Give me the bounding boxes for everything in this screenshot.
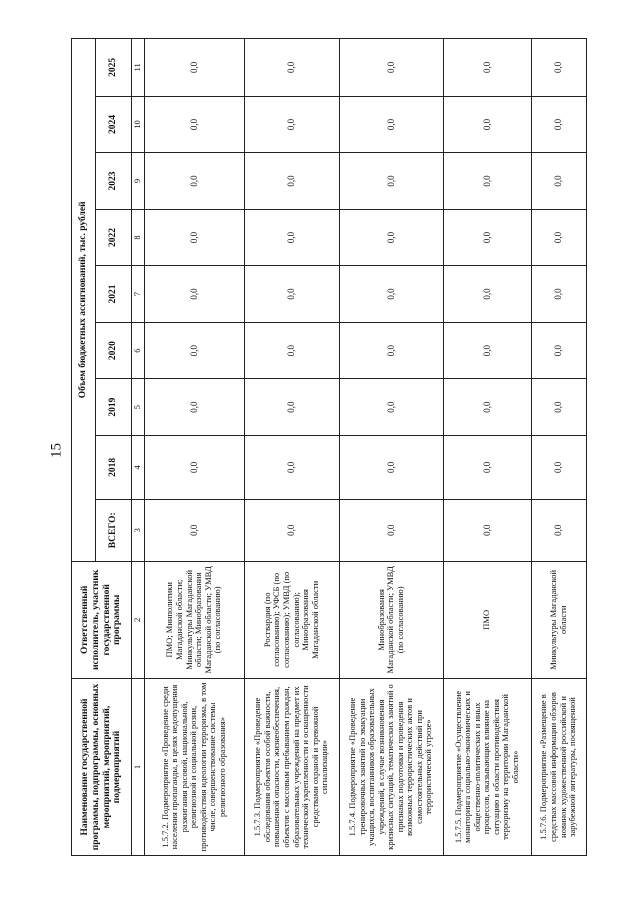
activity-name: 1.5.7.6. Подмероприятие «Размещение в средствах массовой информации обзоров новинок художественной российской и зарубежной литературы, посвященной (531, 678, 586, 855)
value-cell: 0,0 (339, 379, 443, 436)
budget-table (71, 38, 587, 856)
value-cell: 0,0 (339, 435, 443, 499)
column-number: 3 (132, 499, 145, 561)
value-cell: 0,0 (531, 266, 586, 323)
executor: ПМО; Минполитики Магаданской области; Минкультуры Магаданской области; Минобразования Магаданской области; УМВД (по согласованию) (144, 561, 244, 678)
header-year: 2021 (96, 266, 132, 323)
value-cell: 0,0 (144, 153, 244, 210)
table-row (244, 39, 339, 856)
value-cell: 0,0 (144, 209, 244, 266)
column-number: 7 (132, 266, 145, 323)
value-cell: 0,0 (244, 96, 339, 153)
activity-name: 1.5.7.5. Подмероприятие «Осуществление мониторинга социально-экономических и общественно-политических и иных процессов, оказывающих влияние на ситуацию в области противодействия терроризму на территории Магаданской области» (443, 678, 531, 855)
value-cell: 0,0 (244, 322, 339, 379)
value-cell: 0,0 (244, 266, 339, 323)
value-cell: 0,0 (244, 435, 339, 499)
table-row (531, 39, 586, 856)
activity-name: 1.5.7.4. Подмероприятие «Проведение тренировочных занятий по эвакуации учащихся, воспитанников образовательных учреждений, в случае возникновения кризисных ситуаций, тематических занятий о признаках подготовки и проведения возможных террористических актов и самостоятельных действий при террористической угрозе» (339, 678, 443, 855)
value-total: 0,0 (531, 499, 586, 561)
value-cell: 0,0 (531, 435, 586, 499)
header-year: 2018 (96, 435, 132, 499)
header-year: 2022 (96, 209, 132, 266)
value-total: 0,0 (339, 499, 443, 561)
executor: Минкультуры Магаданской области (531, 561, 586, 678)
value-cell: 0,0 (531, 379, 586, 436)
value-cell: 0,0 (443, 266, 531, 323)
column-number: 2 (132, 561, 145, 678)
value-cell: 0,0 (244, 39, 339, 97)
value-cell: 0,0 (443, 435, 531, 499)
column-number: 5 (132, 379, 145, 436)
value-cell: 0,0 (443, 153, 531, 210)
value-cell: 0,0 (144, 96, 244, 153)
header-year: 2023 (96, 153, 132, 210)
column-number: 9 (132, 153, 145, 210)
header-year: 2025 (96, 39, 132, 97)
page-number: 15 (48, 443, 65, 458)
column-number: 4 (132, 435, 145, 499)
table-row (144, 39, 244, 856)
column-number: 10 (132, 96, 145, 153)
executor: Минобразования Магаданской области; УМВД (по согласованию) (339, 561, 443, 678)
header-name: Наименование государственной программы, подпрограммы, основных мероприятий, мероприятий, подмероприятий (72, 678, 132, 855)
value-cell: 0,0 (244, 209, 339, 266)
header-year: 2020 (96, 322, 132, 379)
value-cell: 0,0 (443, 379, 531, 436)
value-cell: 0,0 (244, 153, 339, 210)
value-cell: 0,0 (144, 266, 244, 323)
value-cell: 0,0 (144, 39, 244, 97)
column-number: 1 (132, 678, 145, 855)
executor: Росгвардия (по согласованию); УФСБ (по согласованию); УМВД (по согласованию); Минобразования Магаданской области (244, 561, 339, 678)
value-cell: 0,0 (443, 96, 531, 153)
value-cell: 0,0 (531, 322, 586, 379)
header-budget: Объем бюджетных ассигнований, тыс. рублей (72, 39, 96, 562)
value-cell: 0,0 (443, 209, 531, 266)
header-total: ВСЕГО: (96, 499, 132, 561)
value-cell: 0,0 (339, 322, 443, 379)
value-cell: 0,0 (531, 209, 586, 266)
column-number: 8 (132, 209, 145, 266)
table-row (443, 39, 531, 856)
column-number: 11 (132, 39, 145, 97)
rotated-table-container (71, 38, 583, 856)
header-year: 2019 (96, 379, 132, 436)
value-cell: 0,0 (339, 96, 443, 153)
value-cell: 0,0 (339, 153, 443, 210)
table-row (339, 39, 443, 856)
executor: ПМО (443, 561, 531, 678)
activity-name: 1.5.7.3. Подмероприятие «Проведение обследования объектов особой важности, повышенной опасности, жизнеобеспечения, объектов с массовым пребыванием граждан, образовательных учреждений на предмет их технической укрепленности и оснащенности средствами охраной и тревожной сигнализации» (244, 678, 339, 855)
activity-name: 1.5.7.2. Подмероприятие «Проведение среди населения пропаганды, в целях недопущения разжигания расовой, национальной, религиозной и социальной розни, противодействия идеологии терроризма, в том числе, совершенствование системы религиозного образования» (144, 678, 244, 855)
value-cell: 0,0 (339, 266, 443, 323)
header-year: 2024 (96, 96, 132, 153)
value-cell: 0,0 (144, 322, 244, 379)
value-cell: 0,0 (339, 39, 443, 97)
value-cell: 0,0 (244, 379, 339, 436)
value-cell: 0,0 (531, 39, 586, 97)
value-cell: 0,0 (144, 379, 244, 436)
value-total: 0,0 (144, 499, 244, 561)
value-total: 0,0 (244, 499, 339, 561)
value-cell: 0,0 (339, 209, 443, 266)
value-cell: 0,0 (144, 435, 244, 499)
header-executor: Ответственный исполнитель, участник государственной программы (72, 561, 132, 678)
column-number: 6 (132, 322, 145, 379)
value-total: 0,0 (443, 499, 531, 561)
value-cell: 0,0 (531, 153, 586, 210)
value-cell: 0,0 (443, 322, 531, 379)
value-cell: 0,0 (443, 39, 531, 97)
value-cell: 0,0 (531, 96, 586, 153)
